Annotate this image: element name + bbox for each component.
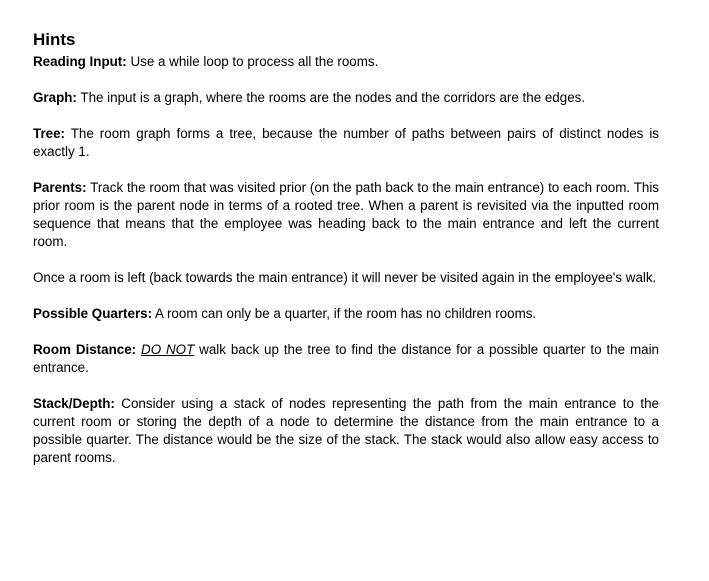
hint-text: walk back up the tree to find the distance for a possible quarter to the main entrance.: [33, 342, 659, 375]
hint-graph: [33, 89, 659, 107]
hint-term: Tree:: [33, 126, 66, 141]
hint-term: Room Distance:: [33, 342, 137, 357]
hint-text: Once a room is left (back towards the main entrance) it will never be visited again in the employee's walk.: [33, 270, 657, 285]
hint-term: Stack/Depth:: [33, 396, 115, 411]
hint-possible-quarters: [33, 305, 659, 323]
hint-emphasis: DO NOT: [141, 342, 195, 357]
hint-once-left: [33, 269, 659, 287]
hint-text: Track the room that was visited prior (on the path back to the main entrance) to each room. This prior room is the parent node in terms of a rooted tree. When a parent is revisited via the inputted room sequence that means that the employee was heading back to the main entrance and left the current room.: [33, 180, 659, 249]
hint-term: Graph:: [33, 90, 77, 105]
hint-text: The room graph forms a tree, because the number of paths between pairs of distinct nodes is exactly 1.: [33, 126, 659, 159]
hint-tree: [33, 125, 659, 161]
hint-text: Use a while loop to process all the rooms.: [126, 54, 379, 69]
hint-text: Consider using a stack of nodes representing the path from the main entrance to the current room or storing the depth of a node to determine the distance from the main entrance to a possible quarter. The distance would be the size of the stack. The stack would also allow easy access to parent rooms.: [33, 396, 659, 465]
hint-term: Possible Quarters:: [33, 306, 153, 321]
hint-text: A room can only be a quarter, if the room has no children rooms.: [152, 306, 537, 321]
hint-stack-depth: [33, 395, 659, 467]
hint-term: Reading Input:: [33, 54, 127, 69]
page-title: Hints: [33, 30, 76, 49]
hint-text: The input is a graph, where the rooms are the nodes and the corridors are the edges.: [76, 90, 586, 105]
hint-reading-input: [33, 53, 659, 71]
hint-term: Parents:: [33, 180, 87, 195]
hint-parents: [33, 179, 659, 251]
hint-room-distance: [33, 341, 659, 377]
